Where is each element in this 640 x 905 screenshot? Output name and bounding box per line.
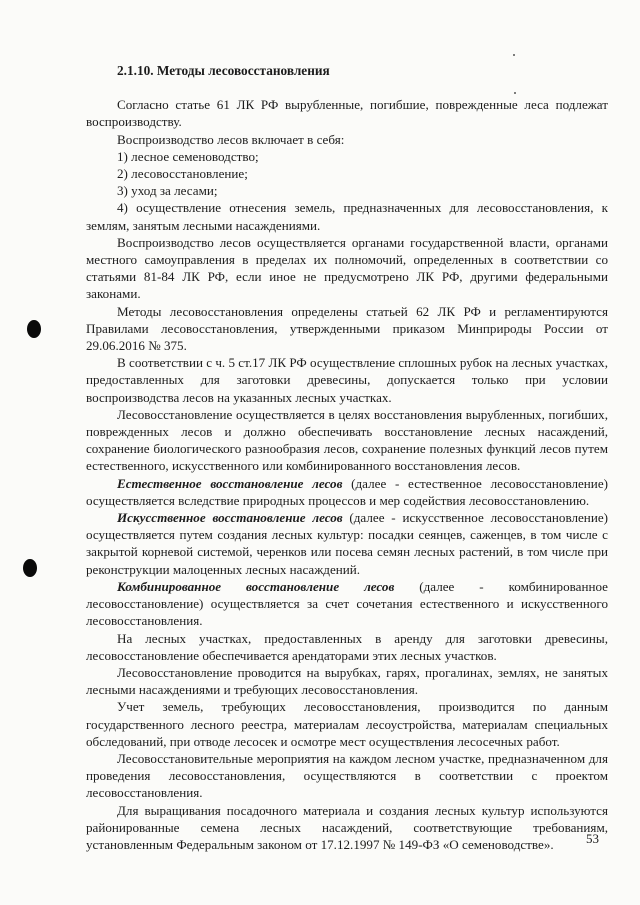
list-item: 2) лесовосстановление; [117, 166, 248, 182]
paragraph: Учет земель, требующих лесовосстановления, производится по данным государственного лесного реестра, материалам лесоустройства, материалам специальных обследований, при отводе лесосек и осмотре мест осуществления лесосечных работ. [86, 699, 608, 749]
list-item: 3) уход за лесами; [117, 183, 218, 199]
page-number: 53 [586, 831, 599, 846]
method-paragraph [86, 578, 608, 630]
method-term: Комбинированное восстановление лесов [117, 578, 395, 594]
paragraph: Для выращивания посадочного материала и создания лесных культур используются районированные семена лесных насаждений, соответствующие требованиям, установленным Федеральным законом от 17.12.1997 № 149-ФЗ «О семеноводстве». [86, 802, 608, 852]
method-term: Естественное восстановление лесов [117, 475, 343, 491]
method-paragraph [86, 475, 608, 509]
paragraph: На лесных участках, предоставленных в аренду для заготовки древесины, лесовосстановление обеспечивается арендаторами этих лесных участков. [86, 630, 608, 663]
paragraph: Воспроизводство лесов осуществляется органами государственной власти, органами местного самоуправления в пределах их полномочий, определенных в соответствии со статьями 81-84 ЛК РФ, если иное не предусмотрено ЛК РФ, другими федеральными законами. [86, 234, 608, 302]
paragraph: Воспроизводство лесов включает в себя: [117, 131, 345, 147]
list-item: 1) лесное семеноводство; [117, 148, 259, 164]
method-text: (далее - комбинированное лесовосстановление) осуществляется за счет сочетания естественного и искусственного лесовосстановления. [86, 578, 608, 629]
list-item: 4) осуществление отнесения земель, предназначенных для лесовосстановления, к землям, занятым лесными насаждениями. [86, 200, 608, 233]
paragraph: Лесовосстановление проводится на вырубках, гарях, прогалинах, землях, не занятых лесными насаждениями и требующих лесовосстановления. [86, 664, 608, 698]
method-paragraph [86, 509, 608, 578]
section-heading: 2.1.10. Методы лесовосстановления [117, 63, 330, 78]
paragraph: Согласно статье 61 ЛК РФ вырубленные, погибшие, поврежденные леса подлежат воспроизводству. [86, 97, 608, 130]
method-text: (далее - искусственное лесовосстановление) осуществляется путем создания лесных культур: посадки сеянцев, саженцев, в том числе с закрытой корневой системой, черенков или посева семян лесных растений, в том числе при реконструкции малоценных лесных насаждений. [86, 510, 608, 577]
paragraph: Лесовосстановление осуществляется в целях восстановления вырубленных, погибших, поврежденных лесов и должно обеспечивать восстановление лесных насаждений, сохранение биологического разнообразия лесов, сохранение полезных функций лесов путем естественного, искусственного или комбинированного восстановления лесов. [86, 406, 608, 474]
punch-hole-top [27, 320, 41, 338]
scan-speck [513, 54, 515, 56]
paragraph: Методы лесовосстановления определены статьей 62 ЛК РФ и регламентируются Правилами лесовосстановления, утвержденными приказом Минприроды России от 29.06.2016 № 375. [86, 303, 608, 354]
method-text: (далее - естественное лесовосстановление) осуществляется вследствие природных процессов и мер содействия лесовосстановлению. [86, 475, 608, 508]
punch-hole-bottom [23, 559, 37, 577]
paragraph: В соответствии с ч. 5 ст.17 ЛК РФ осуществление сплошных рубок на лесных участках, предоставленных для заготовки древесины, допускается только при условии воспроизводства лесов на указанных лесных участках. [86, 355, 608, 405]
method-term: Искусственное восстановление лесов [117, 510, 343, 526]
document-page [86, 62, 608, 853]
paragraph: Лесовосстановительные мероприятия на каждом лесном участке, предназначенном для проведения лесовосстановления, осуществляются в соответствии с проектом лесовосстановления. [86, 750, 608, 801]
